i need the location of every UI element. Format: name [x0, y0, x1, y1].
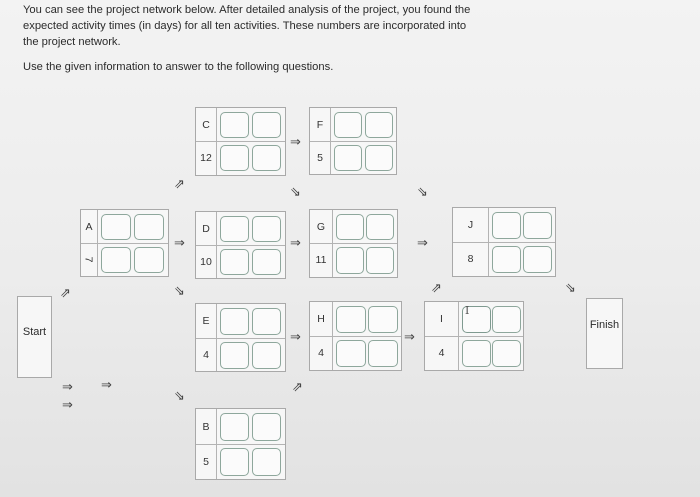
activity-name-g: G [316, 220, 326, 233]
intro-text: You can see the project network below. After detailed analysis of the project, you found the expected activity times (in days) for all ten activities. These numbers are incorporated into the project network. [23, 4, 471, 48]
activity-name-d: D [202, 222, 210, 235]
ef-input-i[interactable] [492, 306, 521, 333]
ef-input-j[interactable] [523, 212, 552, 239]
ef-input-a[interactable] [134, 214, 164, 240]
activity-node-f [309, 107, 397, 175]
activity-time-j: 8 [467, 253, 474, 265]
activity-name-i: I [440, 313, 443, 325]
ef-input-h[interactable] [368, 306, 398, 333]
arrow-f-to-j-icon: ⇘ [417, 185, 428, 200]
ef-input-d[interactable] [252, 216, 281, 242]
activity-node-b [195, 408, 286, 480]
activity-name-h: H [317, 313, 325, 325]
activity-node-j [452, 207, 556, 277]
instruction-text: Use the given information to answer to the following questions. [23, 61, 334, 73]
node-divider [310, 336, 401, 337]
node-divider [425, 336, 523, 337]
arrow-start-to-b-icon: ⇒ [62, 398, 73, 413]
ls-input-d[interactable] [220, 249, 249, 275]
arrow-a-to-d-icon: ⇒ [174, 236, 185, 251]
ef-input-g[interactable] [366, 214, 394, 240]
lf-input-c[interactable] [252, 145, 281, 171]
activity-name-j: J [467, 219, 474, 231]
ls-input-j[interactable] [492, 246, 521, 273]
start-label: Start [22, 326, 47, 338]
es-input-h[interactable] [336, 306, 366, 333]
ef-input-b[interactable] [252, 413, 281, 441]
arrow-g-to-j-icon: ⇒ [417, 236, 428, 251]
lf-input-a[interactable] [134, 247, 164, 273]
node-divider [196, 338, 285, 339]
activity-node-e [195, 303, 286, 372]
activity-node-g [309, 209, 398, 278]
ef-input-f[interactable] [365, 112, 393, 138]
ls-input-e[interactable] [220, 342, 249, 369]
activity-name-a: A [85, 220, 93, 233]
activity-name-c: C [202, 118, 210, 131]
activity-node-i [424, 301, 524, 371]
node-divider [453, 242, 555, 243]
arrow-j-to-finish-icon: ⇘ [565, 281, 576, 296]
arrow-c-to-g-icon: ⇘ [290, 185, 301, 200]
lf-input-g[interactable] [366, 247, 394, 274]
ls-input-f[interactable] [334, 145, 362, 171]
activity-node-d [195, 211, 286, 279]
activity-node-h [309, 301, 402, 371]
activity-name-e: E [202, 315, 210, 327]
activity-node-a [80, 209, 169, 277]
node-divider [81, 243, 168, 244]
lf-input-e[interactable] [252, 342, 281, 369]
start-node [17, 296, 52, 378]
lf-input-h[interactable] [368, 340, 398, 367]
arrow-c-to-f-icon: ⇒ [290, 135, 301, 150]
lf-input-b[interactable] [252, 448, 281, 476]
activity-time-c: 12 [200, 152, 212, 164]
arrow-i-to-j-icon: ⇗ [431, 281, 442, 296]
node-divider [310, 243, 397, 244]
node-divider [196, 245, 285, 246]
finish-node [586, 298, 623, 369]
ls-input-h[interactable] [336, 340, 366, 367]
ls-input-b[interactable] [220, 448, 249, 476]
es-input-f[interactable] [334, 112, 362, 138]
es-input-b[interactable] [220, 413, 249, 441]
arrow-e-to-b-icon: ⇘ [174, 389, 185, 404]
activity-time-i: 4 [438, 347, 445, 359]
activity-node-c [195, 107, 286, 176]
arrow-start-to-e2-icon: ⇒ [101, 378, 112, 393]
es-input-a[interactable] [101, 214, 131, 240]
es-input-d[interactable] [220, 216, 249, 242]
ls-input-g[interactable] [336, 247, 364, 274]
arrow-a-to-e-icon: ⇘ [174, 284, 185, 299]
ef-input-e[interactable] [252, 308, 281, 335]
activity-time-f: 5 [317, 151, 323, 164]
arrow-b-to-h-icon: ⇗ [292, 380, 303, 395]
text-cursor-icon: I [465, 304, 470, 317]
node-divider [310, 141, 396, 142]
activity-time-d: 10 [200, 255, 212, 268]
ef-input-c[interactable] [252, 112, 281, 138]
ls-input-c[interactable] [220, 145, 249, 171]
node-divider [196, 444, 285, 445]
activity-time-a: 7 [83, 256, 95, 263]
ls-input-i[interactable] [462, 340, 491, 367]
arrow-d-to-g-icon: ⇒ [290, 236, 301, 251]
activity-name-b: B [202, 420, 210, 433]
arrow-e-to-h-icon: ⇒ [290, 330, 301, 345]
es-input-e[interactable] [220, 308, 249, 335]
arrow-start-to-a-icon: ⇗ [60, 286, 71, 301]
arrow-start-to-e-icon: ⇒ [62, 380, 73, 395]
arrow-a-to-c-icon: ⇗ [174, 177, 185, 192]
finish-label: Finish [589, 319, 620, 331]
ls-input-a[interactable] [101, 247, 131, 273]
lf-input-f[interactable] [365, 145, 393, 171]
activity-time-e: 4 [203, 348, 209, 361]
lf-input-j[interactable] [523, 246, 552, 273]
activity-time-g: 11 [315, 254, 327, 266]
es-input-j[interactable] [492, 212, 521, 239]
activity-time-h: 4 [318, 347, 324, 359]
lf-input-i[interactable] [492, 340, 521, 367]
es-input-c[interactable] [220, 112, 249, 138]
activity-name-f: F [316, 118, 324, 131]
es-input-g[interactable] [336, 214, 364, 240]
arrow-h-to-i-icon: ⇒ [404, 330, 415, 345]
lf-input-d[interactable] [252, 249, 281, 275]
node-divider [196, 141, 285, 142]
activity-time-b: 5 [203, 455, 209, 468]
